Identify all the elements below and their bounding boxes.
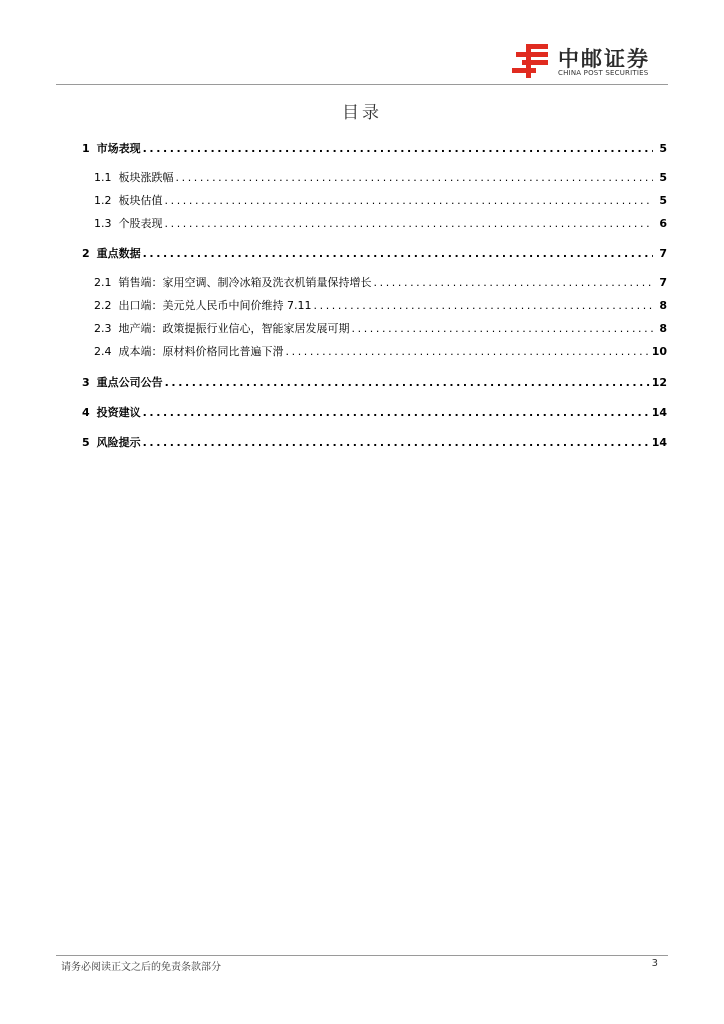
toc-number: 2.2 [94,299,112,312]
toc-leader [176,171,654,184]
toc-entry[interactable] [94,274,667,290]
toc-label: 出口端：美元兑人民币中间价维持 7.11 [118,299,312,312]
toc-label: 板块估值 [118,194,163,207]
toc-title: 目录 [342,103,382,123]
toc-leader [143,142,653,155]
toc-entry[interactable] [94,343,667,359]
toc-page: 5 [659,142,667,155]
toc-entry[interactable] [94,192,667,208]
toc-leader [165,217,654,230]
toc-label: 成本端：原材料价格同比普遍下滑 [118,345,284,358]
toc-label: 市场表现 [96,142,141,155]
toc-page: 7 [659,247,667,260]
toc-number: 1.1 [94,171,112,184]
toc-entry[interactable] [82,434,667,450]
toc-page: 12 [651,376,667,389]
toc-page: 7 [659,276,667,289]
toc-leader [143,436,650,449]
toc-number: 2 [82,247,90,260]
toc-entry[interactable] [94,297,667,313]
footer-divider [56,955,668,956]
toc-leader [165,194,654,207]
toc-leader [374,276,654,289]
toc-number: 1.3 [94,217,112,230]
toc-page: 5 [659,194,667,207]
toc-leader [143,406,650,419]
toc-label: 风险提示 [96,436,141,449]
toc-number: 1.2 [94,194,112,207]
toc-label: 销售端：家用空调、制冷冰箱及洗衣机销量保持增长 [118,276,372,289]
toc-label: 板块涨跌幅 [118,171,174,184]
brand-name-cn: 中邮证券 [558,47,650,71]
toc-page: 6 [659,217,667,230]
page-number: 3 [651,958,658,969]
toc-leader [314,299,654,312]
toc-number: 2.3 [94,322,112,335]
toc-entry[interactable] [82,140,667,156]
toc-number: 1 [82,142,90,155]
toc-page: 14 [651,436,667,449]
toc-number: 5 [82,436,90,449]
toc-number: 3 [82,376,90,389]
toc-entry[interactable] [94,169,667,185]
toc-page: 5 [659,171,667,184]
toc-number: 4 [82,406,90,419]
toc-entry[interactable] [82,404,667,420]
toc-label: 个股表现 [118,217,163,230]
toc-number: 2.4 [94,345,112,358]
china-post-logo-icon [512,42,552,80]
toc-label: 重点公司公告 [96,376,163,389]
toc-leader [352,322,654,335]
toc-leader [143,247,653,260]
toc-label: 重点数据 [96,247,141,260]
toc-entry[interactable] [82,374,667,390]
toc-page: 8 [659,322,667,335]
toc-entry[interactable] [94,320,667,336]
brand-name-en: CHINA POST SECURITIES [558,69,649,77]
toc-leader [286,345,650,358]
footer-disclaimer: 请务必阅读正文之后的免责条款部分 [61,962,221,973]
toc-entry[interactable] [82,245,667,261]
toc-page: 10 [651,345,667,358]
toc-page: 14 [651,406,667,419]
header-divider [56,84,668,85]
toc-label: 投资建议 [96,406,141,419]
toc-label: 地产端：政策提振行业信心，智能家居发展可期 [118,322,350,335]
toc-entry[interactable] [94,215,667,231]
brand-logo [512,42,668,80]
toc-page: 8 [659,299,667,312]
toc-number: 2.1 [94,276,112,289]
toc-leader [165,376,650,389]
